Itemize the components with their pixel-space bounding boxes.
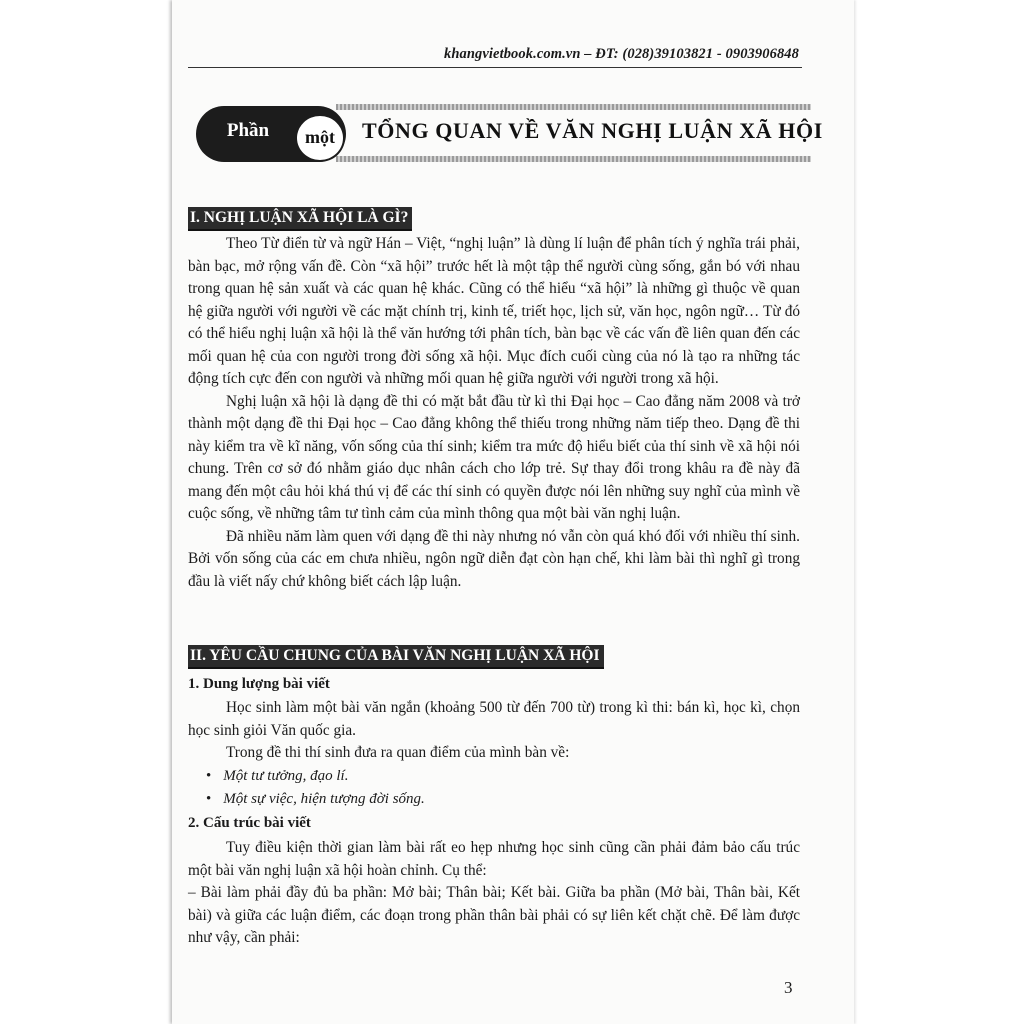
page-number: 3 xyxy=(784,978,793,997)
banner-stripe-top xyxy=(336,104,811,110)
subheading-2: 2. Cấu trúc bài viết xyxy=(188,815,311,831)
section-2-sub2-body xyxy=(188,837,800,950)
bullet-icon: • xyxy=(206,791,212,807)
paragraph: Trong đề thi thí sinh đưa ra quan điểm của mình bàn về: xyxy=(226,744,570,761)
paragraph: Theo Từ điển từ và ngữ Hán – Việt, “nghị luận” là dùng lí luận để phân tích ý nghĩa trái phải, bàn bạc, mở rộng vấn đề. Còn “xã hội” trước hết là một tập thể người cùng sống, gắn bó với nhau trong quan hệ sản xuất và các quan hệ khác. Cũng có thể hiểu “xã hội” là những gì thuộc về quan hệ giữa người với người về các mặt chính trị, kinh tế, triết học, lịch sử, văn học, ngôn ngữ… Từ đó có thể hiểu nghị luận xã hội là thể văn hướng tới phân tích, bàn bạc về các vấn đề liên quan đến các mối quan hệ của con người trong đời sống xã hội. Mục đích cuối cùng của nó là tạo ra những tác động tích cực đến con người và những mối quan hệ giữa người với người trong xã hội. xyxy=(188,235,800,387)
header-divider xyxy=(188,67,802,68)
part-word: Phần xyxy=(226,120,270,141)
section-heading-2: II. YÊU CẦU CHUNG CỦA BÀI VĂN NGHỊ LUẬN XÃ HỘI xyxy=(188,645,604,669)
section-heading-1: I. NGHỊ LUẬN XÃ HỘI LÀ GÌ? xyxy=(188,207,412,231)
paragraph: – Bài làm phải đầy đủ ba phần: Mở bài; Thân bài; Kết bài. Giữa ba phần (Mở bài, Thân bài, Kết bài) và giữa các luận điểm, các đoạn trong phần thân bài phải có sự liên kết chặt chẽ. Để làm được như vậy, cần phải: xyxy=(188,884,800,946)
paragraph: Nghị luận xã hội là dạng đề thi có mặt bắt đầu từ kì thi Đại học – Cao đẳng năm 2008 và trở thành một dạng đề thi Đại học – Cao đẳng không thể thiếu trong những năm tiếp theo. Dạng đề thi này kiểm tra về kĩ năng, vốn sống của thí sinh; kiểm tra mức độ hiểu biết của thí sinh về xã hội nói chung. Trên cơ sở đó nhằm giáo dục nhân cách cho lớp trẻ. Sự thay đổi trong khâu ra đề này đã mang đến một câu hỏi khá thú vị để các thí sinh có quyền được nói lên những suy nghĩ của mình về cuộc sống, về những tâm tư tình cảm của mình thông qua một bài văn nghị luận. xyxy=(188,392,800,522)
part-number: một xyxy=(295,114,345,162)
section-1-body xyxy=(188,233,800,593)
bullet-icon: • xyxy=(206,768,212,784)
section-2-sub1-body xyxy=(188,697,800,765)
part-title: TỔNG QUAN VỀ VĂN NGHỊ LUẬN XÃ HỘI xyxy=(362,118,823,143)
part-banner xyxy=(196,104,823,166)
book-page xyxy=(172,0,854,1024)
paragraph: Tuy điều kiện thời gian làm bài rất eo hẹp nhưng học sinh cũng cần phải đảm bảo cấu trúc một bài văn nghị luận xã hội hoàn chỉnh. Cụ thể: xyxy=(188,839,800,879)
banner-stripe-bottom xyxy=(336,156,811,162)
subheading-1: 1. Dung lượng bài viết xyxy=(188,676,330,692)
bullet-item: • Một sự việc, hiện tượng đời sống. xyxy=(206,791,425,807)
paragraph: Đã nhiều năm làm quen với dạng đề thi này nhưng nó vẫn còn quá khó đối với nhiều thí sinh. Bởi vốn sống của các em chưa nhiều, ngôn ngữ diễn đạt còn hạn chế, khi làm bài thì nghĩ gì trong đầu là viết nấy chứ không biết cách lập luận. xyxy=(188,527,800,590)
page-header-contact: khangvietbook.com.vn – ĐT: (028)39103821 - 0903906848 xyxy=(443,46,799,62)
bullet-item: • Một tư tưởng, đạo lí. xyxy=(206,768,349,784)
part-badge xyxy=(196,106,346,162)
paragraph: Học sinh làm một bài văn ngắn (khoảng 500 từ đến 700 từ) trong kì thi: bán kì, học kì, chọn học sinh giỏi Văn quốc gia. xyxy=(188,699,800,739)
